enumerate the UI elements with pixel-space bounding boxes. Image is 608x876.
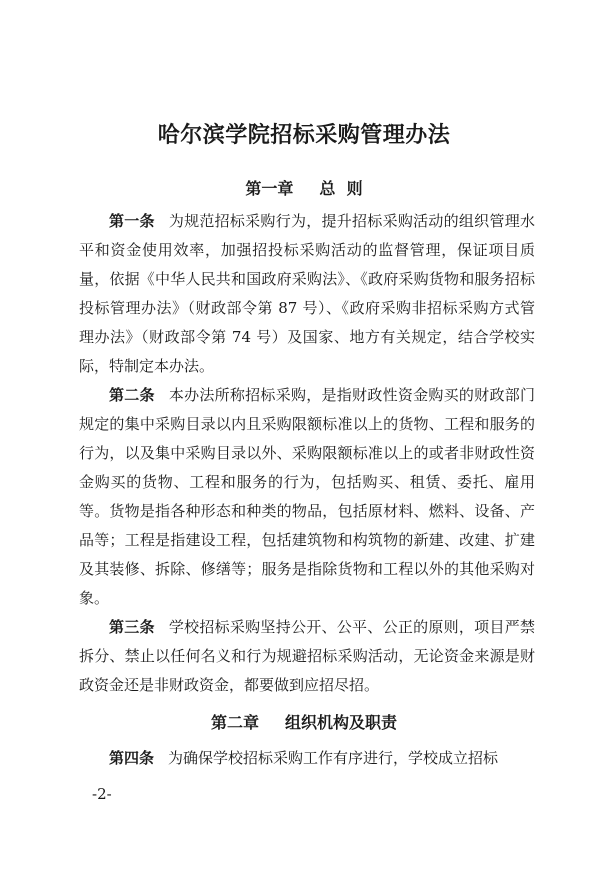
- chapter-2-title: 组织机构及职责: [285, 713, 398, 732]
- article-2-text: 本办法所称招标采购，是指财政性资金购买的财政部门规定的集中采购目录以内且采购限额标准以上的货物、工程和服务的行为，以及集中采购目录以外、采购限额标准以上的或者非财政性资金购买的货物、工程和服务的行为，包括购买、租赁、委托、雇用等。货物是指各种形态和种类的物品，包括原材料、燃料、设备、产品等；工程是指建设工程，包括建筑物和构筑物的新建、改建、扩建及其装修、拆除、修缮等；服务是指除货物和工程以外的其他采购对象。: [79, 386, 535, 607]
- article-2: [79, 381, 535, 613]
- article-2-number: 第二条: [109, 386, 155, 404]
- article-4-number: 第四条: [109, 749, 155, 767]
- chapter-1-number: 第一章: [245, 179, 294, 198]
- article-1-number: 第一条: [109, 212, 155, 230]
- article-1-text: 为规范招标采购行为，提升招标采购活动的组织管理水平和资金使用效率，加强招投标采购活动的监督管理，保证项目质量，依据《中华人民共和国政府采购法》、《政府采购货物和服务招标投标管理办法》（财政部令第 87 号）、《政府采购非招标采购方式管理办法》（财政部令第 74 号）及国家、地方有关规定，结合学校实际，特制定本办法。: [79, 212, 535, 375]
- article-4-text: 为确保学校招标采购工作有序进行，学校成立招标: [168, 749, 499, 767]
- article-3: [79, 613, 535, 700]
- article-4: [79, 744, 535, 773]
- chapter-2-heading: [0, 710, 608, 733]
- chapter-1-heading: [0, 176, 608, 199]
- article-3-number: 第三条: [109, 618, 155, 636]
- document-title: 哈尔滨学院招标采购管理办法: [157, 122, 451, 148]
- chapter-2-number: 第二章: [210, 713, 259, 732]
- chapter-1-title: 总 则: [319, 179, 363, 198]
- page-number: -2-: [92, 785, 112, 803]
- article-1: [79, 207, 535, 381]
- article-3-text: 学校招标采购坚持公开、公平、公正的原则，项目严禁拆分、禁止以任何名义和行为规避招标采购活动，无论资金来源是财政资金还是非财政资金，都要做到应招尽招。: [79, 618, 535, 694]
